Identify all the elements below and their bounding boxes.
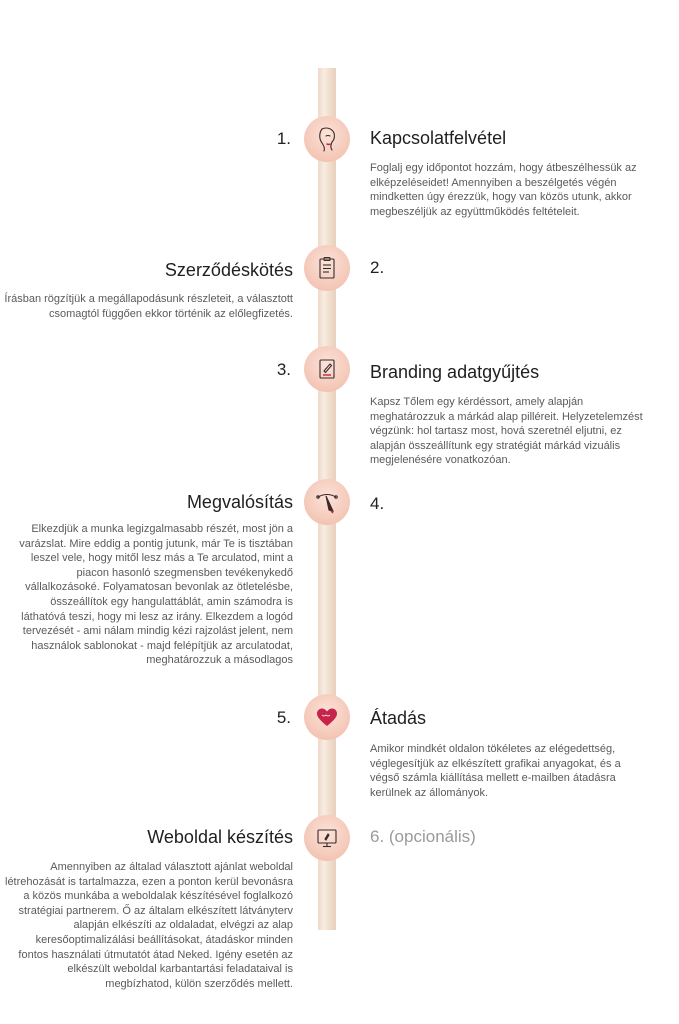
step-2-node — [304, 245, 350, 291]
document-pen-icon — [313, 355, 341, 383]
step-6-node — [304, 815, 350, 861]
pen-tool-icon — [313, 488, 341, 516]
step-5-title: Átadás — [370, 708, 427, 728]
monitor-icon — [313, 824, 341, 852]
step-4-number: 4. — [370, 494, 385, 513]
step-5-node — [304, 694, 350, 740]
step-2-number: 2. — [370, 258, 385, 277]
step-3-node — [304, 346, 350, 392]
face-icon — [313, 125, 341, 153]
step-1-description: Foglalj egy időpontot hozzám, hogy átbeszélhessük az elképzeléseidet! Amennyiben a beszélgetés végén mindketten úgy érezzük, hogy van közös utunk, akkor megbeszéljük az együttműködés feltételeit. — [370, 162, 637, 218]
step-3-number: 3. — [276, 360, 291, 379]
heart-icon — [313, 703, 341, 731]
clipboard-icon — [313, 254, 341, 282]
step-2-title: Szerződéskötés — [164, 260, 293, 280]
step-6-description: Amennyiben az általad választott ajánlat weboldal létrehozását is tartalmazza, ezen a ponton kerül bevonásra a közös munkába a weboldalak készítésével foglalkozó stratégiai partnerem. Ő az általam elkészített látványterv alapján elkészíti az oldaladat, elvégzi az alap keresőoptimalizálási beállításokat, átadáskor minden fontos használati útmutatót átad Neked. Igény esetén az elkészült weboldal karbantartási feladataival is megbízhatod, külön szerződés mellett. — [5, 861, 293, 990]
step-1-node — [304, 116, 350, 162]
step-5-description: Amikor mindkét oldalon tökéletes az elégedettség, véglegesítjük az elkészített grafikai anyagokat, és a végső számla kiállítása mellett e-mailben átadásra kerülnek az állományok. — [370, 743, 621, 799]
step-2-description: Írásban rögzítjük a megállapodásunk részleteit, a választott csomagtól függően ekkor történik az előlegfizetés. — [4, 293, 293, 320]
step-4-node — [304, 479, 350, 525]
step-4-title: Megvalósítás — [186, 492, 293, 512]
step-5-number: 5. — [276, 708, 291, 727]
step-3-description: Kapsz Tőlem egy kérdéssort, amely alapján meghatározzuk a márkád alap pilléreit. Helyzetelemzést végzünk: hol tartasz most, hová szeretnél eljutni, ez alapján összeállítunk egy stratégiát márkád vizuális megjelenésére vonatkozóan. — [370, 396, 643, 467]
step-6-title: Weboldal készítés — [147, 827, 293, 847]
step-1-number: 1. — [276, 129, 291, 148]
step-1-title: Kapcsolatfelvétel — [370, 128, 507, 148]
step-3-title: Branding adatgyűjtés — [370, 362, 540, 382]
step-4-description: Elkezdjük a munka legizgalmasabb részét, most jön a varázslat. Mire eddig a pontig jutunk, már Te is tisztában leszel vele, hogy mitől lesz más a Te arculatod, mint a piacon hasonló szegmensben tevékenykedő vállalkozásoké. Folyamatosan bevonlak az ötletelésbe, összeállítok egy hangulattáblát, amin számodra is láthatóvá teszi, hogy mi lesz az irány. Elkezdem a logód tervezését - ami nálam mindig kézi rajzolást jelent, nem használok sablonokat - majd felépítjük az arculatodat, meghatározzuk a másodlagos — [19, 523, 293, 667]
step-6-number: 6. (opcionális) — [370, 827, 476, 846]
